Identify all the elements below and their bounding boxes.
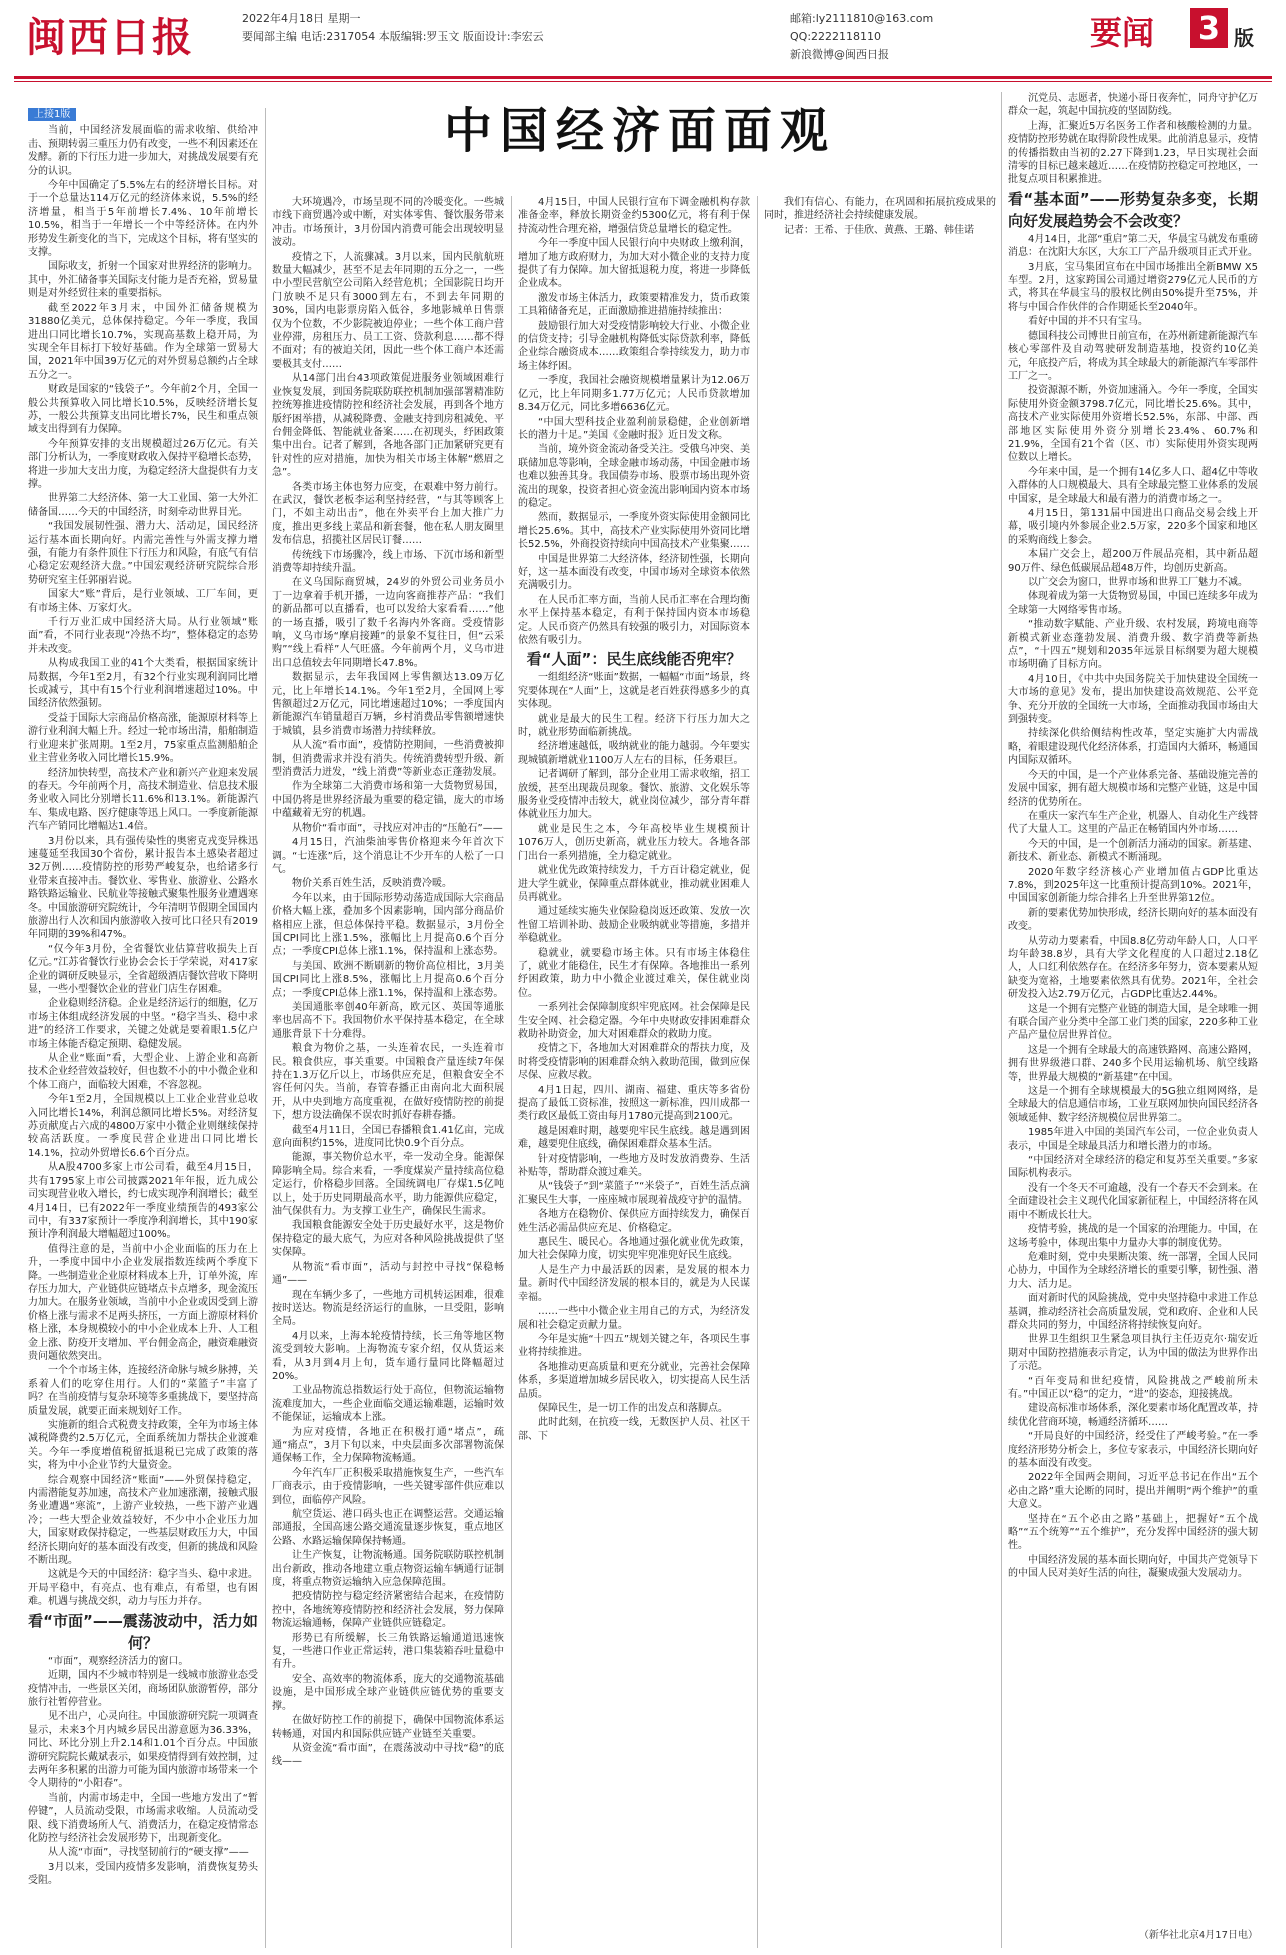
paragraph: 这是一个拥有全球最大的高速铁路网、高速公路网，拥有世界级港口群、240多个民用运输机场、航空线路等，世界最大规模的“新基建”在中国。	[1008, 1044, 1258, 1083]
column-1-body-b	[28, 1655, 258, 1888]
paragraph: “仅今年3月份，全省餐饮业估算营收损失上百亿元。”江苏省餐饮行业协会会长于学荣说，对417家企业的调研反映显示，全省超级酒店餐饮营收下降明显，一些小型餐饮企业的营业门店生存困难。	[28, 943, 258, 995]
paragraph: 惠民生、暖民心。各地通过强化就业优先政策，加大社会保障力度，切实兜牢兜准兜好民生底线。	[518, 1237, 750, 1262]
paragraph: 各地推动更高质量和更充分就业，完善社会保障体系，多渠道增加城乡居民收入，切实提高人民生活品质。	[518, 1361, 750, 1400]
paragraph: 形势已有所缓解，长三角铁路运输通道迅速恢复，一些港口作业正常运转，港口集装箱吞吐量稳中有升。	[272, 1632, 504, 1671]
paragraph: 让生产恢复，让物流畅通。国务院联防联控机制出台新政，推动各地建立重点物资运输车辆通行证制度，将重点物资运输纳入应急保障范围。	[272, 1550, 504, 1589]
paragraph: 看好中国的并不只有宝马。	[1028, 316, 1148, 328]
paragraph: 今年预算安排的支出规模超过26万亿元。有关部门分析认为，一季度财政收入保持平稳增长态势，将进一步加大支出力度，为稳定经济大盘提供有力支撑。	[28, 438, 258, 490]
column-3-body-b	[518, 671, 750, 1443]
article-column-1	[28, 108, 258, 1948]
paragraph: 世界第二大经济体、第一大工业国、第一大外汇储备国……今天的中国经济，时刻牵动世界目光。	[28, 493, 258, 518]
jump-tag: 上接1版	[28, 108, 76, 121]
paragraph: “开局良好的中国经济，经受住了严峻考验。”在一季度经济形势分析会上，多位专家表示，中国经济长期向好的基本面没有改变。	[1008, 1431, 1258, 1469]
paragraph: 1985年进入中国的美国汽车公司，一位企业负责人表示，中国是全球最具活力和增长潜力的市场。	[1008, 1127, 1258, 1152]
page-number: 3	[1190, 8, 1228, 48]
paragraph: 企业稳则经济稳。企业是经济运行的细胞，亿万市场主体组成经济发展的中坚。“稳字当头、稳中求进”的经济工作要求，关键之处就是要着眼1.5亿户市场主体能否稳定预期、稳健发展。	[28, 998, 258, 1050]
paragraph: 今年一季度中国人民银行向中央财政上缴利润，增加了地方政府财力，为加大对小微企业的支持力度提供了有力保障。加大留抵退税力度，将进一步降低企业成本。	[518, 238, 750, 290]
weibo-text: 新浪微博@闽西日报	[790, 48, 889, 61]
paragraph: 在做好防控工作的前提下，确保中国物流体系运转畅通，对国内和国际供应链产业链至关重要。	[272, 1715, 504, 1740]
subheading-fundamentals: 看“基本面”——形势复杂多变，长期向好发展趋势会不会改变？	[1008, 189, 1258, 230]
paragraph: 针对疫情影响，一些地方及时发放消费券、生活补贴等，帮助群众渡过难关。	[518, 1153, 750, 1179]
paragraph: 从物价“看市面”，寻找应对冲击的“压舱石”——	[292, 822, 503, 834]
credit-line: （新华社北京4月17日电）	[1138, 1930, 1258, 1941]
paragraph: 截至4月11日，全国已春播粮食1.41亿亩，完成意向面积约15%，进度同比快0.9个百分点。	[272, 1124, 504, 1150]
article-column-5	[1008, 92, 1258, 1932]
paragraph: 在重庆一家汽车生产企业，机器人、自动化生产线替代了大量人工。这里的产品正在畅销国内外市场……	[1008, 810, 1258, 836]
column-divider	[511, 196, 512, 1948]
paragraph: 作为全球第二大消费市场和第一大货物贸易国，中国仍将是世界经济最为重要的稳定锚，庞大的市场中蕴藏着无穷的机遇。	[272, 781, 504, 820]
paragraph: “市面”，观察经济活力的窗口。	[48, 1655, 189, 1667]
paragraph: 此时此刻，在抗疫一线，无数医护人员、社区干部、下	[518, 1417, 750, 1442]
paragraph: 4月15日，汽油柴油零售价格迎来今年首次下调。“七连涨”后，这个消息让不少开车的人松了一口气。	[272, 837, 504, 875]
paragraph: 一季度，我国社会融资规模增量累计为12.06万亿元，比上年同期多1.77万亿元；人民币贷款增加8.34万亿元，同比多增6636亿元。	[518, 375, 750, 414]
date-line: 2022年4月18日 星期一	[242, 12, 361, 25]
paragraph: 国际收支，折射一个国家对世界经济的影响力。其中，外汇储备事关国际支付能力是否充裕，贸易量则是对外经贸往来的重要指标。	[28, 261, 258, 300]
paragraph: 然而，数据显示，一季度外资实际使用金额同比增长25.6%。其中，高技术产业实际使用外资同比增长52.5%，外商投资持续向中国高技术产业集聚……	[518, 512, 750, 551]
column-5-body-b	[1008, 233, 1258, 1581]
paragraph: 安全、高效率的物流体系，庞大的交通物流基础设施，是中国形成全球产业链供应链优势的重要支撑。	[272, 1673, 504, 1712]
paragraph: 疫情之下，人流骤减。3月以来，国内民航航班数量大幅减少，甚至不足去年同期的五分之一，一些中小型民营航空公司陷入经营危机；全国影院日均开门放映不足只有3000到左右，不到去年同期的30%，国内电影票房陷入低谷，多地影城单日售票仅为个位数，不少影院被迫停业；一些个体工商户营业停滞，房租压力、员工工资、贷款利息……都不得不面对；有的被迫关闭，因此一些个体工商户本还需要极其支付……	[272, 251, 504, 370]
paragraph: 一个个市场主体，连接经济命脉与城乡脉搏，关系着人们的吃穿住用行。人们的“菜篮子”丰富了吗？在当前疫情与复杂环境等多重挑战下，要坚持高质量发展，就要正面来规划好工作。	[28, 1365, 258, 1417]
paragraph: 4月以来，上海本轮疫情持续，长三角等地区物流受到较大影响。上海物流专家介绍，仅从货运来看，从3月到4月上旬，货车通行量同比降幅超过20%。	[272, 1330, 504, 1382]
paragraph: 当前，境外资金流动备受关注。受俄乌冲突、美联储加息等影响，全球金融市场动荡，中国金融市场也难以独善其身。我国债券市场、股票市场出现外资流出的现象，投资者担心资金流出影响国内资本市场的稳定。	[518, 444, 750, 509]
paragraph: 在人民币汇率方面，当前人民币汇率在合理均衡水平上保持基本稳定，有利于保持国内资本市场稳定。人民币资产仍然具有较强的吸引力，对国际资本依然有吸引力。	[518, 594, 750, 646]
paragraph: 大环境遇冷，市场呈现不同的冷暖变化。一些城市线下商贸遇冷或中断，对实体零售、餐饮服务带来冲击。市场预计，3月份国内消费可能会出现较明显波动。	[272, 197, 504, 249]
paragraph: 今天的中国，是一个产业体系完备、基础设施完善的发展中国家，拥有超大规模市场和完整产业链，这是中国经济的优势所在。	[1008, 769, 1258, 808]
paragraph: 一系列社会保障制度织牢兜底网。社会保障是民生安全网、社会稳定器。今年中央财政安排困难群众救助补助资金，加大对困难群众的救助力度。	[518, 1002, 750, 1040]
paragraph: 从构成我国工业的41个大类看，根据国家统计局数据，今年1至2月，有32个行业实现利润同比增长或减亏，其中有15个行业利润增速超过10%。中国经济依然强韧。	[28, 658, 258, 710]
masthead-rule-thin	[14, 81, 1272, 82]
paragraph: 就业是最大的民生工程。经济下行压力加大之时，就业形势面临新挑战。	[518, 713, 750, 739]
paragraph: 激发市场主体活力，政策要精准发力，货币政策工具箱储备充足，正面激励推进措施持续推出：	[518, 292, 750, 318]
paragraph: 3月以来，受国内疫情多发影响，消费恢复势头受阻。	[28, 1861, 258, 1887]
paragraph: 各类市场主体也努力应变，在艰难中努力前行。在武汉，餐饮老板李运利坚持经营，“与其等顾客上门，不如主动出击”，他在外卖平台上加大推广力度，推出更多线上菜品和新套餐，他在私人朋友圈里发布信息，招揽社区居民订餐……	[272, 481, 504, 547]
paragraph: 保障民生，是一切工作的出发点和落脚点。	[538, 1402, 728, 1414]
paragraph: 能源，事关物价总水平，牵一发动全身。能源保障影响全局。综合来看，一季度煤炭产量持续高位稳定运行，价格稳步回落。全国统调电厂存煤1.5亿吨以上，处于历史同期最高水平，助力能源供应稳定，油气保供有力。为支撑工业生产，确保民生需求。	[272, 1152, 504, 1218]
paragraph: 4月14日，北部“重启”第二天，华晨宝马就发布重磅消息：在沈阳大东区，大东工厂产品升级项目正式开业。	[1008, 233, 1258, 259]
paragraph: “推动数字赋能、产业升级、农村发展，跨境电商等新模式新业态蓬勃发展、消费升级、数字消费等新热点”，“十四五”规划和2035年远景目标纲要为超大规模市场明确了目标方向。	[1008, 619, 1258, 671]
paragraph: 中国是世界第二大经济体，经济韧性强，长期向好，这一基本面没有改变，中国市场对全球资本依然充满吸引力。	[518, 553, 750, 592]
paragraph: 这是一个拥有全球规模最大的5G独立组网网络，是全球最大的信息通信市场，工业互联网加快向国民经济各领域延伸、数字经济规模位居世界第二。	[1008, 1086, 1258, 1124]
column-2-body	[272, 196, 504, 1769]
paragraph: 今年1至2月，全国规模以上工业企业营业总收入同比增长14%，利润总额同比增长5%。对经济复苏贡献度占六成的4800万家中小微企业则继续保持较高活跃度。一季度民营企业进出口同比增长14.1%，拉动外贸增长6.6个百分点。	[28, 1094, 258, 1159]
paragraph: 本届广交会上，超200万件展品亮相，其中新品超90万件、绿色低碳展品超48万件，均创历史新高。	[1008, 549, 1258, 574]
paragraph: 今年是实施“十四五”规划关键之年，各项民生事业将持续推进。	[518, 1333, 750, 1359]
column-5-body	[1008, 92, 1258, 187]
subheading-people: 看“人面”：民生底线能否兜牢？	[526, 650, 742, 669]
paragraph: 今年以来，由于国际形势动荡造成国际大宗商品价格大幅上涨，叠加多个因素影响，国内部分商品价格相应上涨，但总体保持平稳。数据显示，3月份全国CPI同比上涨1.5%，涨幅比上月提高0.6个百分点；一季度CPI总体上涨1.1%，保持温和上涨态势。	[272, 892, 504, 958]
paragraph: 就业是民生之本，今年高校毕业生规模预计1076万人，创历史新高，就业压力较大。各地各部门出台一系列措施，全力稳定就业。	[518, 823, 750, 862]
paragraph: 今年中国确定了5.5%左右的经济增长目标。对于一个总量达114万亿元的经济体来说，5.5%的经济增量，相当于5年前增长7.4%、10年前增长10.5%，相当于一年增长一个中等经济体。在内外形势发生新变化的当下，完成这个目标，将有坚实的支撑。	[28, 180, 258, 259]
paragraph: 从资金流“看市面”，在震荡波动中寻找“稳”的底线——	[272, 1742, 504, 1768]
paragraph: “中国大型科技企业盈利前景稳健，企业创新增长的潜力十足。”美国《金融时报》近日发文称。	[518, 416, 750, 441]
column-divider	[1001, 92, 1002, 1948]
paragraph: 疫情之下，各地加大对困难群众的帮扶力度，及时将受疫情影响的困难群众纳入救助范围，做到应保尽保、应救尽救。	[518, 1043, 750, 1082]
article-column-3	[518, 196, 750, 1948]
paragraph: 从人流“看市面”，疫情防控期间，一些消费被抑制，但消费需求并没有消失。传统消费转型升级、新型消费活力迸发，“线上消费”等新业态正蓬勃发展。	[272, 740, 504, 779]
paragraph: 投资源源不断，外资加速涌入。今年一季度，全国实际使用外资金额3798.7亿元，同比增长25.6%。其中，高技术产业实际使用外资增长52.5%，东部、中部、西部地区实际使用外资分别增长23.4%、60.7%和21.9%，全国有21个省（区、市）实际使用外资实现两位数以上增长。	[1008, 385, 1258, 464]
paragraph: 航空货运、港口码头也正在调整运营。交通运输部通报，全国高速公路交通流量逐步恢复，重点地区公路、水路运输保障保持畅通。	[272, 1509, 504, 1547]
paragraph: 建设高标准市场体系，深化要素市场化配置改革，持续优化营商环境，畅通经济循环……	[1008, 1403, 1258, 1428]
paragraph: 财政是国家的“钱袋子”。今年前2个月，全国一般公共预算收入同比增长10.5%，反映经济增长复苏，一般公共预算支出同比增长7%，民生和重点领域支出得到有力保障。	[28, 384, 258, 436]
paragraph: 实施新的组合式税费支持政策，全年为市场主体减税降费约2.5万亿元，全面系统加力帮扶企业渡难关。今年一季度增值税留抵退税已完成了政策的落实，将为中小企业节约大量资金。	[28, 1420, 258, 1472]
column-1-body	[28, 124, 258, 1608]
paragraph: 2022年全国两会期间，习近平总书记在作出“五个必由之路”重大论断的同时，提出并阐明“两个维护”的重大意义。	[1008, 1472, 1258, 1511]
paragraph: 受益于国际大宗商品价格高涨，能源原材料等上游行业利润大幅上升。经过一轮市场出清，船舶制造行业迎来扩张周期。1至2月，75家重点监测船舶企业主营业务收入同比增长15.9%。	[28, 712, 258, 765]
paragraph: 国家大“账”背后，是行业领域、工厂车间，更有市场主体、万家灯火。	[28, 589, 258, 614]
paragraph: 今年汽车厂正积极采取措施恢复生产，一些汽车厂商表示，由于疫情影响，一些关键零部件供应难以到位，面临停产风险。	[272, 1467, 504, 1506]
paragraph: 近期，国内不少城市特别是一线城市旅游业态受疫情冲击，一些景区关闭，商场团队旅游暂停，部分旅行社暂停营业。	[28, 1670, 258, 1708]
paragraph: 见不出户，心灵向往。中国旅游研究院一项调查显示，未来3个月内城乡居民出游意愿为36.33%，同比、环比分别上升2.14和1.01个百分点。中国旅游研究院院长戴斌表示，如果疫情得到有效控制，过去两年多积累的出游力可能为国内旅游市场带来一个令人期待的“小阳春”。	[28, 1711, 258, 1790]
paragraph: 为应对疫情，各地正在积极打通“堵点”，疏通“痛点”，3月下旬以来，中央层面多次部署物流保通保畅工作，全力保障物流畅通。	[272, 1426, 504, 1465]
paragraph: 新的要素优势加快形成，经济长期向好的基本面没有改变。	[1008, 907, 1258, 933]
paragraph: 体现着成为第一大货物贸易国，中国已连续多年成为全球第一大网络零售市场。	[1008, 591, 1258, 616]
paragraph: 上海，汇聚近5万名医务工作者和核酸检测的力量。疫情防控形势就在取得阶段性成果。此前消息显示，疫情的传播指数由当初的2.27下降到1.23，早日实现社会面清零的目标已越来越近……在疫情防控稳定可控地区，一批复点项目积累推进。	[1008, 120, 1258, 186]
paragraph: 3月份以来，具有强传染性的奥密克戎变异株迅速蔓延至我国30个省份，累计报告本土感染者超过32万例……疫情防控的形势严峻复杂，也给诸多行业带来直接冲击。餐饮业、零售业、旅游业、公路水路铁路运输业、民航业等接触式聚集性服务业遭遇寒冬。中国旅游研究院统计，今年清明节假期全国国内旅游出行人次和国内旅游收入按可比口径只有2019年同期的39%和47%。	[28, 835, 258, 941]
paragraph: 粮食为物价之基，一头连着农民，一头连着市民。粮食供应，事关重要。中国粮食产量连续7年保持在1.3万亿斤以上，市场供应充足，但粮食安全不容任何闪失。当前，春管春播正由南向北大面积展开，从中央到地方高度重视，在做好疫情防控的前提下，想方设法确保不误农时抓好春耕春播。	[272, 1043, 504, 1122]
paragraph: 世界卫生组织卫生紧急项目执行主任迈克尔·瑞安近期对中国防控措施表示肯定，认为中国的做法为世界作出了示范。	[1008, 1334, 1258, 1373]
article-column-4	[764, 196, 996, 1948]
paragraph: 我国粮食能源安全处于历史最好水平，这是物价保持稳定的最大底气，为应对各种风险挑战提供了坚实保障。	[272, 1220, 504, 1259]
paragraph: 经济加快转型，高技术产业和新兴产业迎来发展的春天。今年前两个月，高技术制造业、信息技术服务业收入同比分别增长11.6%和13.1%。新能源汽车、集成电路、医疗健康等迅上风口。一季度新能源汽车产销同比增幅达1.4倍。	[28, 767, 258, 833]
paragraph: 截至2022年3月末，中国外汇储备规模为31880亿美元，总体保持稳定。今年一季度，我国进出口同比增长10.7%，实现高基数上稳开局，为实现全年目标打下较好基础。作为全球第一贸易大国，2021年中国39万亿元的对外贸易总额约占全球五分之一。	[28, 302, 258, 381]
newspaper-logo: 闽西日报	[26, 14, 194, 61]
paragraph: 没有一个冬天不可逾越，没有一个春天不会到来。在全面建设社会主义现代化国家新征程上，中国经济将在风雨中不断成长壮大。	[1008, 1182, 1258, 1221]
column-divider	[265, 108, 266, 1948]
paragraph: 人是生产力中最活跃的因素，是发展的根本力量。新时代中国经济发展的根本目的，就是为人民谋幸福。	[518, 1264, 750, 1303]
paragraph: “百年变局和世纪疫情，风险挑战之严峻前所未有。”中国正以“稳”的定力，“进”的姿态，迎接挑战。	[1008, 1375, 1258, 1400]
paragraph: 4月15日，中国人民银行宣布下调金融机构存款准备金率，释放长期资金约5300亿元，将有利于保持流动性合理充裕，增强信贷总量增长的稳定性。	[518, 197, 750, 235]
paragraph: 传统线下市场骤冷，线上市场、下沉市场和新型消费等却持续升温。	[272, 549, 504, 574]
paragraph: 4月10日，《中共中央国务院关于加快建设全国统一大市场的意见》发布，提出加快建设高效规范、公平竞争、充分开放的全国统一大市场，全面推动我国市场由大到强转变。	[1008, 673, 1258, 726]
paragraph: 2020年数字经济核心产业增加值占GDP比重达7.8%，到2025年这一比重预计提高到10%。2021年，中国国家创新能力综合排名上升至世界第12位。	[1008, 866, 1258, 905]
paragraph: 就业优先政策持续发力，千方百计稳定就业，促进大学生就业，保障重点群体就业，推动就业困难人员再就业。	[518, 865, 750, 903]
paragraph: 以广交会为窗口，世界市场和世界工厂魅力不减。	[1028, 577, 1248, 588]
paragraph: 坚持在“五个必由之路”基础上，把握好“五个战略”“五个统筹”“五个维护”，充分发挥中国经济的强大韧性。	[1008, 1513, 1258, 1552]
column-divider	[757, 196, 758, 1948]
paragraph: 沉党员、志愿者，快递小哥日夜奔忙，同舟守护亿万群众一起，筑起中国抗疫的坚固防线。	[1008, 93, 1258, 118]
paragraph: 从“钱袋子”到“菜篮子”“米袋子”，百姓生活点滴汇聚民生大事，一座座城市展现着战疫守护的温情。	[518, 1181, 750, 1206]
paragraph: 4月1日起，四川、湖南、福建、重庆等多省份提高了最低工资标准，按照这一新标准，四川成都一类行政区最低工资由每月1780元提高到2100元。	[518, 1084, 750, 1123]
paragraph: 越是困难时期，越要兜牢民生底线。越是遇到困难，越要兜住底线，确保困难群众基本生活。	[518, 1125, 750, 1151]
paragraph: 从A股4700多家上市公司看，截至4月15日，共有1795家上市公司披露2021年年报，近九成公司实现营业收入增长，约七成实现净利润增长；截至4月14日，已有2022年一季度业绩预告的493家公司中，有337家预计一季度净利润增长，其中190家预计净利润最大增幅超过100%。	[28, 1162, 258, 1241]
paragraph: 3月底，宝马集团宣布在中国市场推出全新BMW X5车型。2月，这家跨国公司通过增资279亿元人民币的方式，将其在华晨宝马的股权比例由50%提升至75%，并将与中国合作伙伴的合作期延长至2040年。	[1008, 261, 1258, 313]
paragraph: 4月15日，第131届中国进出口商品交易会线上开幕，吸引境内外参展企业2.5万家，220多个国家和地区的采购商线上参会。	[1008, 507, 1258, 546]
paragraph: “中国经济对全球经济的稳定和复苏至关重要。”多家国际机构表示。	[1008, 1155, 1258, 1180]
email-text: 邮箱:ly2111810@163.com	[790, 12, 934, 25]
article-column-2	[272, 196, 504, 1948]
paragraph: ……一些中小微企业主用自己的方式，为经济发展和社会稳定贡献力量。	[518, 1306, 750, 1331]
paragraph: 千行万业汇成中国经济大局。从行业领域“账面”看，不同行业表现“冷热不均”，整体稳定的态势并未改变。	[28, 617, 258, 655]
section-title: 要闻	[1090, 14, 1155, 52]
paragraph: 数据显示，去年我国网上零售额达13.09万亿元，比上年增长14.1%。今年1至2月，全国网上零售额超过2万亿元，同比增速超过10%；一季度国内新能源汽车销量超百万辆，乡村消费品零售额增速快于城镇，县乡消费市场潜力持续释放。	[272, 672, 504, 737]
paragraph: 在义乌国际商贸城，24岁的外贸公司业务员小丁一边拿着手机开播，一边向客商推荐产品：“我们的新品都可以直播看，也可以发给大家看看……”他的一场直播，吸引了数千名海内外客商。受疫情影响，义乌市场“摩肩接踵”的景象不复往日，但“云采购”“线上看样”人气旺盛。今年前两个月，义乌市进出口总值较去年同期增长47.8%。	[272, 577, 504, 669]
paragraph: 危难时刻，党中央果断决策、统一部署，全国人民同心协力，中国作为全球经济增长的重要引擎，韧性强、潜力大、活力足。	[1008, 1251, 1258, 1290]
paragraph: 记者调研了解到，部分企业用工需求收缩，招工放缓，甚至出现裁员现象。餐饮、旅游、文化娱乐等服务业受疫情冲击较大，就业岗位减少，部分青年群体就业压力加大。	[518, 769, 750, 821]
editor-line: 要闻部主编 电话:2317054 本版编辑:罗玉文 版面设计:李宏云	[242, 30, 544, 43]
paragraph: 德国科技公司博世日前宣布，在苏州新建新能源汽车核心零部件及自动驾驶研发制造基地，投资约10亿美元，年底投产后，将成为其全球最大的新能源汽车零部件工厂之一。	[1008, 330, 1258, 382]
subheading-market: 看“市面”——震荡波动中，活力如何？	[28, 1611, 258, 1652]
paragraph: 从企业“账面”看，大型企业、上游企业和高新技术企业经营效益较好，但也数不小的中小微企业和个体工商户，面临较大困难，不容忽视。	[28, 1053, 258, 1091]
paragraph: 从14部门出台43项政策促进服务业领域困难行业恢复发展，到国务院联防联控机制加强部署精准防控统筹推进疫情防控和经济社会发展，再到各个地方版纾困举措，从减税降费、金融支持到房租减免、平台佣金降低、智能就业备案……在初现头，纾困政策集中出台。记者了解到，各地各部门正加紧研究更有针对性的应对措施，加快为相关市场主体解“燃眉之急”。	[272, 373, 504, 479]
publication-info	[242, 10, 544, 46]
paragraph: 今年来中国，是一个拥有14亿多人口、超4亿中等收入群体的人口规模最大、具有全球最完整工业体系的发展中国家，是全球最大和最有潜力的消费市场之一。	[1008, 466, 1258, 505]
paragraph: 面对新时代的风险挑战，党中央坚持稳中求进工作总基调，推动经济社会高质量发展，党和政府、企业和人民群众共同的努力，中国经济将持续恢复向好。	[1008, 1293, 1258, 1331]
paragraph: 经济增速越低，吸纳就业的能力越弱。今年要实现城镇新增就业1100万人左右的目标，任务艰巨。	[518, 741, 750, 766]
paragraph: 中国经济发展的基本面长期向好，中国共产党领导下的中国人民对美好生活的向往，凝聚成强大发展动力。	[1008, 1554, 1258, 1580]
paragraph: 物价关系百姓生活，反映消费冷暖。	[292, 878, 452, 890]
paragraph: 从劳动力要素看，中国8.8亿劳动年龄人口，人口平均年龄38.8岁，具有大学文化程度的人口超过2.18亿人，人口红利依然存在。在经济多年努力，资本要素从短缺变为宽裕，土地要素依然具有优势。2021年，全社会研发投入达2.79万亿元，占GDP比重达2.44%。	[1008, 935, 1258, 1001]
paragraph: 通过延续实施失业保险稳岗返还政策、发放一次性留工培训补助、鼓励企业吸纳就业等措施，多措并举稳就业。	[518, 906, 750, 945]
column-4-body	[764, 196, 996, 237]
masthead	[0, 0, 1286, 78]
paragraph: 从人流“市面”，寻找坚韧前行的“硬支撑”——	[48, 1847, 249, 1859]
paragraph: 稳就业，就要稳市场主体。只有市场主体稳住了，就业才能稳住，民生才有保障。各地推出一系列纾困政策，助力中小微企业渡过难关，保住就业岗位。	[518, 947, 750, 999]
contact-info	[790, 10, 933, 64]
article-headline: 中国经济面面观	[443, 103, 836, 159]
paragraph: “我国发展韧性强、潜力大、活动足，国民经济运行基本面长期向好。内需完善性与外需支撑力增强，有能力有条件顶住下行压力和风险，有底气有信心稳定宏观经济大盘。”中国宏观经济研究院综合形势研究室主任郭丽岩说。	[28, 521, 258, 586]
paragraph: 这是一个拥有完整产业链的制造大国，是全球唯一拥有联合国产业分类中全部工业门类的国家，220多种工业产品产量位居世界首位。	[1008, 1003, 1258, 1042]
paragraph: 各地方在稳物价、保供应方面持续发力，确保百姓生活必需品供应充足、价格稳定。	[518, 1209, 750, 1234]
paragraph: 今天的中国，是一个创新活力涌动的国家。新基建、新技术、新业态、新模式不断涌现。	[1008, 838, 1258, 864]
page-suffix: 版	[1234, 26, 1254, 50]
paragraph: 疫情考验，挑战的是一个国家的治理能力。中国，在这场考验中，体现出集中力量办大事的制度优势。	[1008, 1224, 1258, 1249]
paragraph: 工业品物流总指数运行处于高位，但物流运输物流难度加大，一些企业面临交通运输难题，运输时效不能保证，运输成本上涨。	[272, 1385, 504, 1424]
paragraph: 当前，内需市场走中，全国一些地方发出了“暂停键”，人员流动受限，市场需求收缩。人员流动受限、线下消费场所人气、消费活力，在稳定疫情常态化防控与经济社会发展形势下，出现新变化。	[28, 1792, 258, 1844]
paragraph: 当前，中国经济发展面临的需求收缩、供给冲击、预期转弱三重压力仍有改变，一些不利因素还在发酵。新的下行压力进一步加大，对挑战发展要有充分的认识。	[28, 125, 258, 177]
paragraph: 把疫情防控与稳定经济紧密结合起来，在疫情防控中，各地统筹疫情防控和经济社会发展，努力保障物流运输通畅，保障产业链供应链稳定。	[272, 1591, 504, 1630]
paragraph: 记者：王希、于佳欣、黄燕、王璐、韩佳诺	[784, 224, 974, 236]
paragraph: 与美国、欧洲不断刷新的物价高位相比，3月美国CPI同比上涨8.5%，涨幅比上月提高0.6个百分点；一季度CPI总体上涨1.1%，保持温和上涨态势。	[272, 960, 504, 999]
paragraph: 从物流“看市面”，活动与封控中寻找“保稳畅通”——	[272, 1261, 504, 1287]
paragraph: 现在车辆少多了，一些地方司机转运困难，很难按时送达。物流是经济运行的血脉，一旦受阻，影响全局。	[272, 1289, 504, 1328]
paragraph: 值得注意的是，当前中小企业面临的压力在上升，一季度中国中小企业发展指数连续两个季度下降。一些制造业企业原材料成本上升，订单外流，库存压力加大，产业链供应链堵点卡点增多，现金流压力加大。在服务业领域，当前中小企业或因受到上游价格上涨与需求不足两头挤压，一方面上游原材料价格上涨，本身规模较小的中小企业成本上升、人工租金上涨、防疫开支增加、平台佣金高企，融资难融资贵问题依然突出。	[28, 1243, 258, 1362]
masthead-rule	[14, 76, 1272, 79]
paragraph: 美国通胀率创40年新高，欧元区、英国等通胀率也居高不下。我国物价水平保持基本稳定，在全球通胀背景下十分难得。	[272, 1001, 504, 1040]
paragraph: 鼓励银行加大对受疫情影响较大行业、小微企业的信贷支持；引导金融机构降低实际贷款利率，降低企业综合融资成本……政策组合拳持续发力，助力市场主体纾困。	[518, 320, 750, 372]
paragraph: 一组组经济“账面”数据，一幅幅“市面”场景，终究要体现在“人面”上，这就是老百姓获得感多少的真实体现。	[518, 672, 750, 711]
column-3-body	[518, 196, 750, 647]
paragraph: 持续深化供给侧结构性改革，坚定实施扩大内需战略，着眼建设现代化经济体系，打造国内大循环，畅通国内国际双循环。	[1008, 728, 1258, 767]
paragraph: 我们有信心、有能力，在巩固和拓展抗疫成果的同时，推进经济社会持续健康发展。	[764, 197, 996, 222]
paragraph: 这就是今天的中国经济：稳字当头、稳中求进。开局平稳中，有亮点、也有难点，有希望，也有困难。机遇与挑战交织，动力与压力并存。	[28, 1569, 258, 1608]
qq-text: QQ:2222118110	[790, 30, 882, 43]
paragraph: 综合观察中国经济“账面”——外贸保持稳定，内需潜能复苏加速，高技术产业加速涨潮，接触式服务业遭遇“寒流”，上游产业较热，一些下游产业遇冷；一些大型企业效益较好，不少中小企业压力加大，国家财政保持稳定，一些基层财政压力大，中国经济长期向好的基本面没有改变，但新的挑战和风险不断出现。	[28, 1474, 258, 1567]
